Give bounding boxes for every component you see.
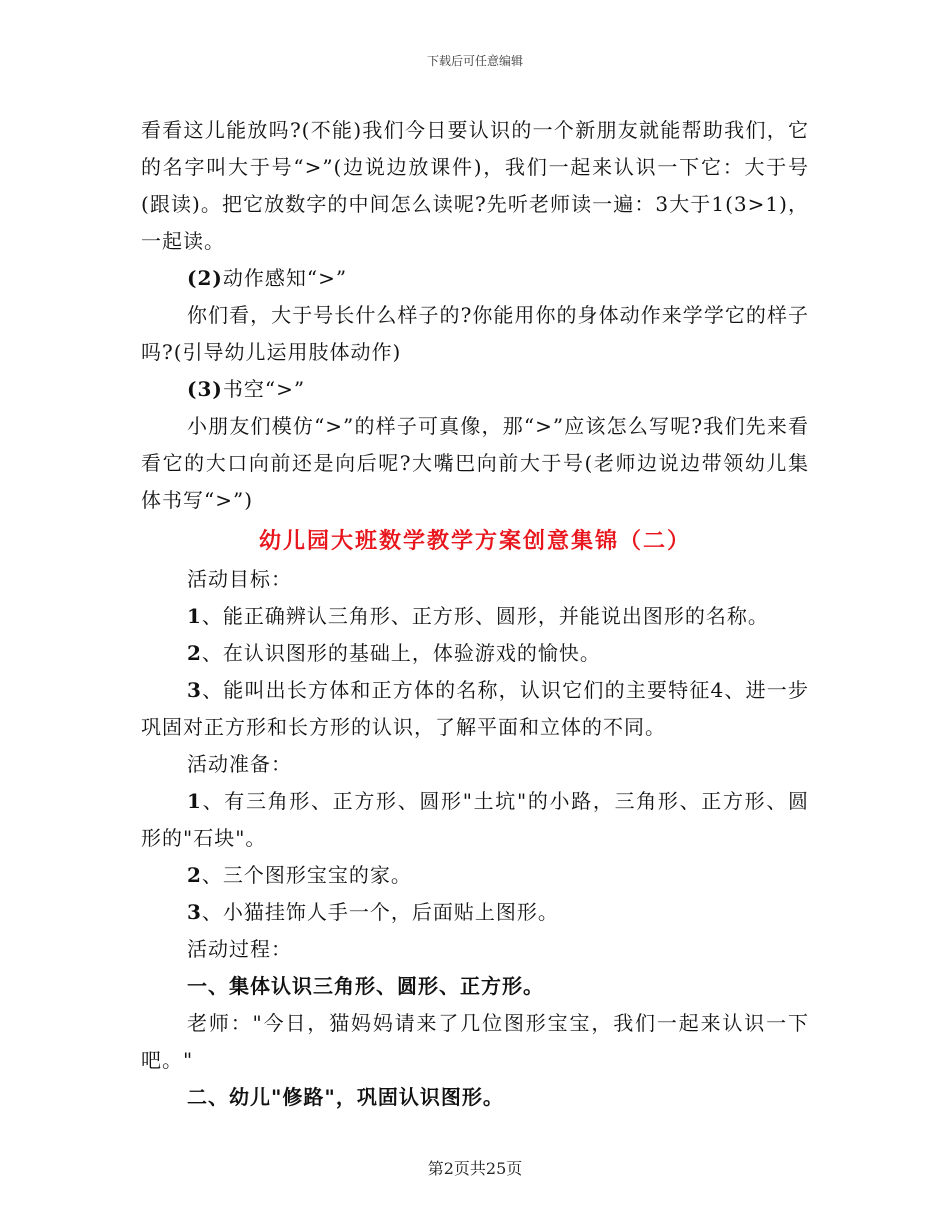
subheading-writing <box>141 371 809 408</box>
label-preparation: 活动准备： <box>187 752 292 776</box>
item-number: 2 <box>187 863 202 887</box>
prep-item <box>141 857 809 894</box>
goal-item <box>141 672 809 746</box>
paragraph-writing: 小朋友们模仿“>”的样子可真像，那“>”应该怎么写呢?我们先来看看它的大口向前还是向后呢?大嘴巴向前大于号(老师边说边带领幼儿集体书写“>”) <box>141 414 809 512</box>
prep-item <box>141 894 809 931</box>
process-step-heading: 二、幼儿"修路"，巩固认识图形。 <box>187 1085 504 1109</box>
goal-item <box>141 598 809 635</box>
paragraph-action: 你们看，大于号长什么样子的?你能用你的身体动作来学学它的样子吗?(引导幼儿运用肢体动作) <box>141 303 809 364</box>
prep-item <box>141 783 809 857</box>
item-number: 3 <box>187 900 202 924</box>
item-number: 1 <box>187 789 202 813</box>
paragraph-intro: 看看这儿能放吗?(不能)我们今日要认识的一个新朋友就能帮助我们，它的名字叫大于号“>”(边说边放课件)，我们一起来认识一下它：大于号(跟读)。把它放数字的中间怎么读呢?先听老师读一遍：3大于1(3>1)，一起读。 <box>141 118 809 253</box>
item-text: 、有三角形、正方形、圆形"土坑"的小路，三角形、正方形、圆形的"石块"。 <box>141 789 809 850</box>
page-header: 下载后可任意编辑 <box>426 54 523 68</box>
paragraph-teacher: 老师："今日，猫妈妈请来了几位图形宝宝，我们一起来认识一下吧。" <box>141 1011 809 1072</box>
process-step-heading: 一、集体认识三角形、圆形、正方形。 <box>187 974 544 998</box>
step-number: (2) <box>187 266 223 290</box>
item-number: 1 <box>187 604 202 628</box>
step-number: (3) <box>187 377 223 401</box>
item-number: 3 <box>187 678 202 702</box>
step-text: 书空“>” <box>222 377 306 401</box>
label-process: 活动过程： <box>187 937 292 961</box>
item-text: 、能叫出长方体和正方体的名称，认识它们的主要特征4、进一步巩固对正方形和长方形的认识，了解平面和立体的不同。 <box>141 678 809 739</box>
item-text: 、小猫挂饰人手一个，后面贴上图形。 <box>201 900 559 924</box>
page-footer: 第2页共25页 <box>427 1159 523 1178</box>
step-text: 动作感知“>” <box>222 266 348 290</box>
subheading-action <box>141 260 809 297</box>
section-title: 幼儿园大班数学教学方案创意集锦（二） <box>258 528 691 554</box>
label-goals: 活动目标： <box>187 567 292 591</box>
document-body <box>141 112 809 1116</box>
item-text: 、在认识图形的基础上，体验游戏的愉快。 <box>201 641 601 665</box>
goal-item <box>141 635 809 672</box>
item-text: 、能正确辨认三角形、正方形、圆形，并能说出图形的名称。 <box>201 604 769 628</box>
item-text: 、三个图形宝宝的家。 <box>201 863 412 887</box>
item-number: 2 <box>187 641 202 665</box>
